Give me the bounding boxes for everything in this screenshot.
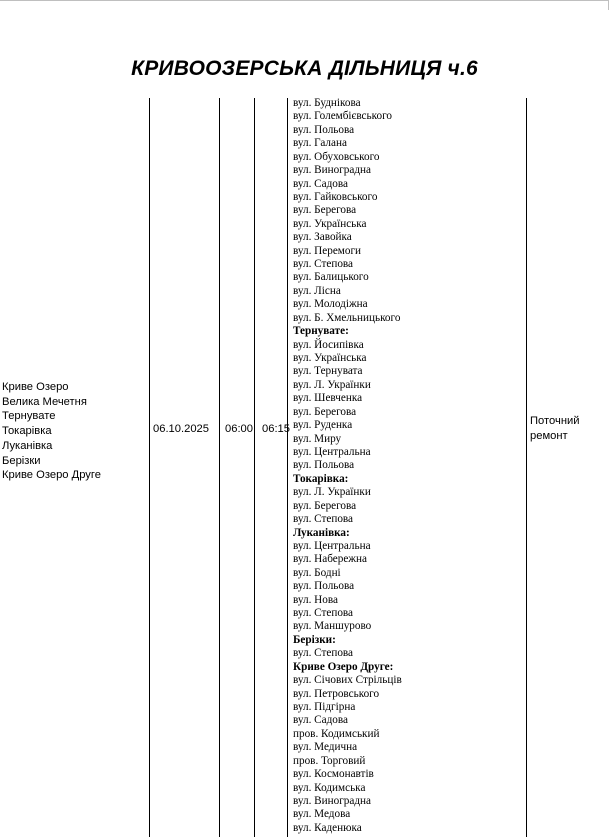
street-item: вул. Л. Українки bbox=[293, 486, 371, 499]
settlement-name: Берізки bbox=[2, 454, 41, 467]
street-item: вул. Гайковського bbox=[293, 190, 378, 203]
table-column-divider bbox=[149, 98, 150, 837]
settlement-name: Криве Озеро bbox=[2, 381, 69, 393]
street-item: вул. Садова bbox=[293, 714, 348, 727]
street-item: пров. Кодимський bbox=[293, 727, 380, 740]
street-item: вул. Українська bbox=[293, 217, 367, 230]
page-top-border bbox=[0, 0, 609, 4]
street-item: вул. Кодимська bbox=[293, 781, 366, 794]
street-item: вул. Виноградна bbox=[293, 164, 372, 177]
street-item: вул. Українська bbox=[293, 352, 367, 365]
street-item: вул. Каденюка bbox=[293, 821, 362, 834]
street-item: вул. Виноградна bbox=[293, 794, 372, 807]
street-item: вул. Степова bbox=[293, 647, 354, 660]
street-item: вул. Шевченка bbox=[293, 392, 363, 405]
street-item: вул. Січових Стрільців bbox=[293, 674, 402, 687]
street-item: пров. Торговий bbox=[293, 754, 366, 767]
street-item: вул. Перемоги bbox=[293, 244, 362, 257]
street-item: вул. Набережна bbox=[293, 553, 367, 566]
street-item: вул. Лісна bbox=[293, 284, 341, 297]
table-column-divider bbox=[287, 98, 288, 837]
street-item: вул. Молодіжна bbox=[293, 298, 368, 311]
work-type-line: Поточний bbox=[530, 415, 580, 427]
street-item: вул. Підгірна bbox=[293, 700, 356, 713]
settlement-name: Тернувате bbox=[2, 410, 56, 423]
settlement-name: Токарівка bbox=[2, 425, 52, 438]
street-item: вул. Буднікова bbox=[293, 97, 361, 109]
street-item: вул. Балицького bbox=[293, 271, 369, 284]
streets-cell bbox=[293, 97, 402, 835]
outage-date: 06.10.2025 bbox=[153, 423, 209, 435]
page-title: КРИВООЗЕРСЬКА ДІЛЬНИЦЯ ч.6 bbox=[131, 57, 478, 80]
settlement-heading: Берізки: bbox=[293, 633, 336, 646]
street-item: вул. Завойка bbox=[293, 231, 352, 244]
street-item: вул. Нова bbox=[293, 593, 338, 606]
settlement-heading: Луканівка: bbox=[293, 526, 350, 539]
street-item: вул. Центральна bbox=[293, 539, 371, 552]
street-item: вул. Польова bbox=[293, 459, 355, 472]
street-item: вул. Руденка bbox=[293, 419, 353, 432]
street-item: вул. Галана bbox=[293, 137, 347, 150]
street-item: вул. Голембієвського bbox=[293, 110, 392, 123]
street-item: вул. Берегова bbox=[293, 405, 357, 418]
work-type-cell bbox=[530, 414, 580, 443]
street-item: вул. Б. Хмельницького bbox=[293, 311, 401, 324]
street-item: вул. Степова bbox=[293, 513, 354, 526]
table-column-divider bbox=[254, 98, 255, 837]
street-item: вул. Берегова bbox=[293, 204, 357, 217]
street-item: вул. Космонавтів bbox=[293, 768, 374, 781]
settlement-name: Луканівка bbox=[2, 439, 53, 452]
street-item: вул. Степова bbox=[293, 607, 354, 620]
settlement-name: Велика Мечетня bbox=[2, 395, 87, 408]
street-item: вул. Медова bbox=[293, 808, 351, 821]
street-item: вул. Л. Українки bbox=[293, 378, 371, 391]
work-type-line: ремонт bbox=[530, 429, 568, 442]
street-item: вул. Берегова bbox=[293, 499, 357, 512]
settlement-heading: Тернувате: bbox=[293, 325, 349, 338]
settlement-name: Криве Озеро Друге bbox=[2, 469, 101, 482]
settlement-heading: Криве Озеро Друге: bbox=[293, 660, 394, 673]
street-item: вул. Бодні bbox=[293, 566, 341, 579]
street-item: вул. Миру bbox=[293, 432, 342, 445]
settlement-heading: Токарівка: bbox=[293, 472, 349, 485]
street-item: вул. Садова bbox=[293, 177, 348, 190]
street-item: вул. Медична bbox=[293, 741, 358, 754]
outage-end-time: 06:15 bbox=[262, 423, 290, 435]
table-column-divider bbox=[219, 98, 220, 837]
street-item: вул. Польова bbox=[293, 580, 355, 593]
street-item: вул. Йосипівка bbox=[293, 338, 364, 351]
street-item: вул. Центральна bbox=[293, 445, 371, 458]
street-item: вул. Обуховського bbox=[293, 150, 380, 163]
street-item: вул. Петровського bbox=[293, 687, 380, 700]
table-column-divider bbox=[526, 98, 527, 837]
street-item: вул. Степова bbox=[293, 258, 354, 271]
outage-start-time: 06:00 bbox=[225, 423, 253, 435]
street-item: вул. Маншурово bbox=[293, 620, 372, 633]
settlements-cell bbox=[2, 380, 101, 483]
street-item: вул. Польова bbox=[293, 123, 355, 136]
street-item: вул. Тернувата bbox=[293, 365, 363, 378]
